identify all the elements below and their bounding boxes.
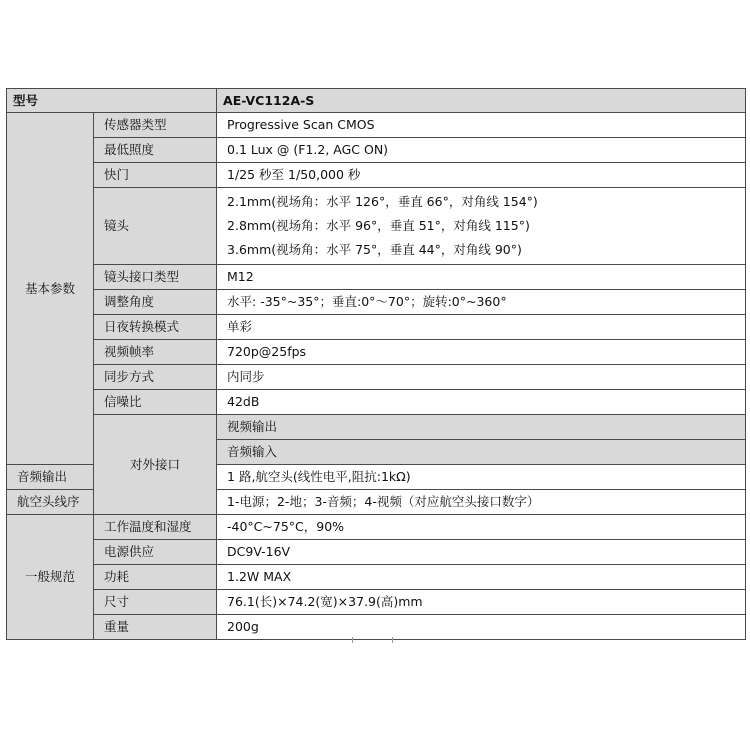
row-label: 音频输入 — [217, 440, 746, 465]
row-label: 调整角度 — [94, 290, 217, 315]
divider-mark — [392, 637, 393, 643]
row-value: 1/25 秒至 1/50,000 秒 — [217, 163, 746, 188]
row-label: 日夜转换模式 — [94, 315, 217, 340]
row-value: 1-电源；2-地；3-音频；4-视频（对应航空头接口数字） — [217, 490, 746, 515]
table-row — [7, 515, 746, 540]
row-value: 内同步 — [217, 365, 746, 390]
table-row — [7, 540, 746, 565]
row-label: 传感器类型 — [94, 113, 217, 138]
row-value: Progressive Scan CMOS — [217, 113, 746, 138]
row-value: 水平: -35°~35°；垂直:0°～70°；旋转:0°~360° — [217, 290, 746, 315]
row-label: 同步方式 — [94, 365, 217, 390]
category-external-interfaces: 对外接口 — [94, 415, 217, 515]
row-label: 镜头 — [94, 188, 217, 265]
row-value: 42dB — [217, 390, 746, 415]
table-row — [7, 315, 746, 340]
spec-table — [6, 88, 746, 640]
row-label: 功耗 — [94, 565, 217, 590]
row-label: 信噪比 — [94, 390, 217, 415]
row-value: 1.2W MAX — [217, 565, 746, 590]
divider-mark — [352, 637, 353, 643]
model-value: AE-VC112A-S — [217, 89, 746, 113]
table-row — [7, 265, 746, 290]
row-label: 镜头接口类型 — [94, 265, 217, 290]
table-row — [7, 163, 746, 188]
row-value: M12 — [217, 265, 746, 290]
category-general-specs: 一般规范 — [7, 515, 94, 640]
lens-options — [217, 188, 746, 265]
table-row — [7, 415, 746, 440]
lens-option: 2.1mm(视场角：水平 126°，垂直 66°，对角线 154°) — [227, 194, 538, 209]
row-value: 720p@25fps — [217, 340, 746, 365]
table-row — [7, 565, 746, 590]
table-row — [7, 365, 746, 390]
row-value: DC9V-16V — [217, 540, 746, 565]
table-row — [7, 590, 746, 615]
row-label: 工作温度和湿度 — [94, 515, 217, 540]
row-value: 单彩 — [217, 315, 746, 340]
table-row — [7, 290, 746, 315]
row-value: 200g — [217, 615, 746, 640]
row-label: 视频输出 — [217, 415, 746, 440]
table-row — [7, 138, 746, 163]
row-value: -40°C~75°C，90% — [217, 515, 746, 540]
row-label: 最低照度 — [94, 138, 217, 163]
row-label: 尺寸 — [94, 590, 217, 615]
row-label: 重量 — [94, 615, 217, 640]
table-row — [7, 340, 746, 365]
row-label: 音频输出 — [7, 465, 94, 490]
model-row — [7, 89, 746, 113]
table-row — [7, 188, 746, 265]
model-label: 型号 — [7, 89, 217, 113]
row-label: 快门 — [94, 163, 217, 188]
table-row — [7, 390, 746, 415]
row-value: 1 路,航空头(线性电平,阻抗:1kΩ) — [217, 465, 746, 490]
row-label: 电源供应 — [94, 540, 217, 565]
row-label: 视频帧率 — [94, 340, 217, 365]
table-row — [7, 615, 746, 640]
row-label: 航空头线序 — [7, 490, 94, 515]
lens-option: 3.6mm(视场角：水平 75°，垂直 44°，对角线 90°) — [227, 242, 522, 257]
row-value: 0.1 Lux @ (F1.2, AGC ON) — [217, 138, 746, 163]
category-basic-params: 基本参数 — [7, 113, 94, 465]
table-row — [7, 113, 746, 138]
lens-option: 2.8mm(视场角：水平 96°，垂直 51°，对角线 115°) — [227, 218, 530, 233]
row-value: 76.1(长)×74.2(宽)×37.9(高)mm — [217, 590, 746, 615]
